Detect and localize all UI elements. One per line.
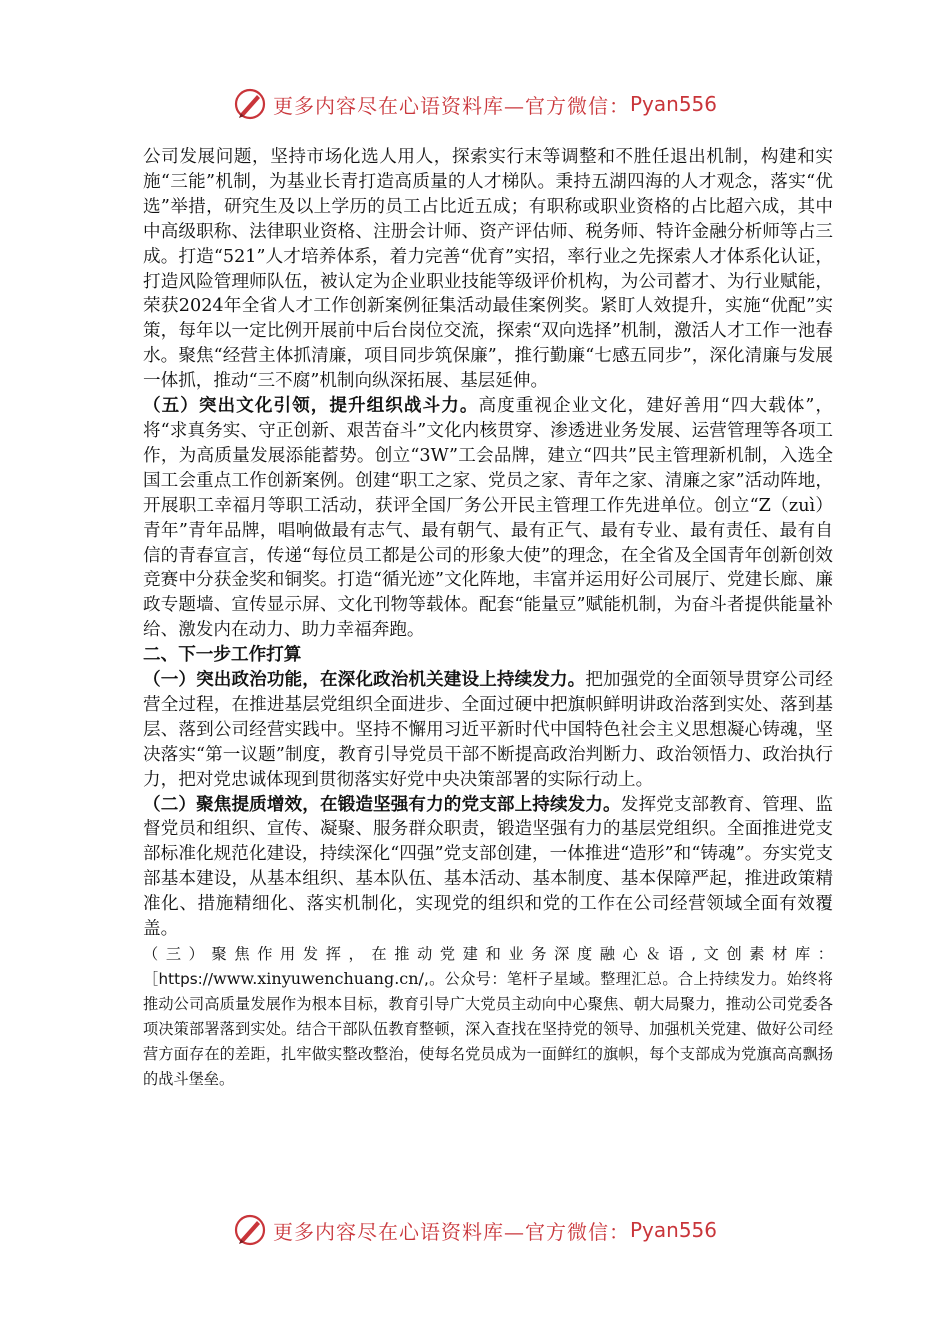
banner-text: 更多内容尽在心语资料库—官方微信： — [272, 93, 630, 118]
section-title: 二、下一步工作打算 — [143, 644, 302, 666]
paragraph-branch — [143, 793, 833, 942]
paragraph-heading: （二）聚焦提质增效，在锻造坚强有力的党支部上持续发力。 — [143, 793, 621, 815]
paragraph-integration — [143, 942, 833, 1091]
paragraph-heading: （五）突出文化引领，提升组织战斗力。 — [143, 395, 479, 417]
footer-watermark-banner — [0, 1208, 950, 1252]
header-watermark-banner — [0, 82, 950, 126]
paragraph-political — [143, 668, 833, 793]
banner-text: 更多内容尽在心语资料库—官方微信： — [272, 1219, 630, 1244]
paragraph-text: 发挥党支部教育、管理、监督党员和组织、宣传、凝聚、服务群众职责，锻造坚强有力的基层党组织。全面推进党支部标准化规范化建设，持续深化“四强”党支部创建，一体推进“造形”和“铸魂”。夯实党支部基本建设，从基本组织、基本队伍、基本活动、基本制度、基本保障严起，推进政策精准化、措施精细化、落实机制化，实现党的组织和党的工作在公司经营领域全面有效覆盖。 — [143, 794, 833, 940]
paragraph-heading: （三）聚焦作用发挥，在推动党建和业务深度融心＆语,文创素材库：［https:// — [143, 945, 833, 988]
pen-logo-icon — [233, 87, 267, 121]
document-body — [143, 145, 833, 1091]
pen-logo-icon — [233, 1213, 267, 1247]
paragraph-text: ,。公众号：笔杆子星域。整理汇总。合上持续发力。始终将推动公司高质量发展作为根本目标，教育引导广大党员主动向中心聚焦、朝大局聚力，推动公司党委各项决策部署落到实处。结合干部队伍教育整顿，深入查找在坚持党的领导、加强机关党建、做好公司经营方面存在的差距，扎牢做实整改整治，使每名党员成为一面鲜红的旗帜，每个支部成为党旗高高飘扬的战斗堡垒。 — [143, 969, 833, 1088]
paragraph-text: 把加强党的全面领导贯穿公司经营全过程，在推进基层党组织全面进步、全面过硬中把旗帜鲜明讲政治落到实处、落到基层、落到公司经营实践中。坚持不懈用习近平新时代中国特色社会主义思想凝心铸魂，坚决落实“第一议题”制度，教育引导党员干部不断提高政治判断力、政治领悟力、政治执行力，把对党忠诚体现到贯彻落实好党中央决策部署的实际行动上。 — [143, 670, 833, 790]
banner-wechat-id: Pyan556 — [629, 1218, 717, 1242]
banner-wechat-id: Pyan556 — [629, 92, 717, 116]
paragraph-talent: 公司发展问题，坚持市场化选人用人，探索实行末等调整和不胜任退出机制，构建和实施“三能”机制，为基业长青打造高质量的人才梯队。秉持五湖四海的人才观念，落实“优选”举措，研究生及以上学历的员工占比近五成；有职称或职业资格的占比超六成，其中中高级职称、法律职业资格、注册会计师、资产评估师、税务师、特许金融分析师等占三成。打造“521”人才培养体系，着力完善“优育”实招，率行业之先探索人才体系化认证，打造风险管理师队伍，被认定为企业职业技能等级评价机构，为公司蓄才、为行业赋能，荣获2024年全省人才工作创新案例征集活动最佳案例奖。紧盯人效提升，实施“优配”实策，每年以一定比例开展前中后台岗位交流，探索“双向选择”机制，激活人才工作一池春水。聚焦“经营主体抓清廉，项目同步筑保廉”，推行勤廉“七感五同步”，深化清廉与发展一体抓，推动“三不腐”机制向纵深拓展、基层延伸。 — [143, 147, 833, 392]
paragraph-heading: （一）突出政治功能，在深化政治机关建设上持续发力。 — [143, 669, 586, 691]
paragraph-text: 高度重视企业文化，建好善用“四大载体”，将“求真务实、守正创新、艰苦奋斗”文化内核贯穿、渗透进业务发展、运营管理等各项工作，为高质量发展添能蓄势。创立“3W”工会品牌，建立“四共”民主管理新机制，入选全国工会重点工作创新案例。创建“职工之家、党员之家、青年之家、清廉之家”活动阵地，开展职工幸福月等职工活动，获评全国厂务公开民主管理工作先进单位。创立“Z（zuì）青年”青年品牌，唱响做最有志气、最有朝气、最有正气、最有专业、最有责任、最有自信的青春宣言，传递“每位员工都是公司的形象大使”的理念，在全省及全国青年创新创效竞赛中分获金奖和铜奖。打造“循光迹”文化阵地，丰富并运用好公司展厅、党建长廊、廉政专题墙、宣传显示屏、文化刊物等载体。配套“能量豆”赋能机制，为奋斗者提供能量补给、激发内在动力、助力幸福奔跑。 — [143, 396, 833, 641]
source-url: www.xinyuwenchuang.cn/ — [213, 968, 424, 988]
paragraph-culture — [143, 394, 833, 643]
